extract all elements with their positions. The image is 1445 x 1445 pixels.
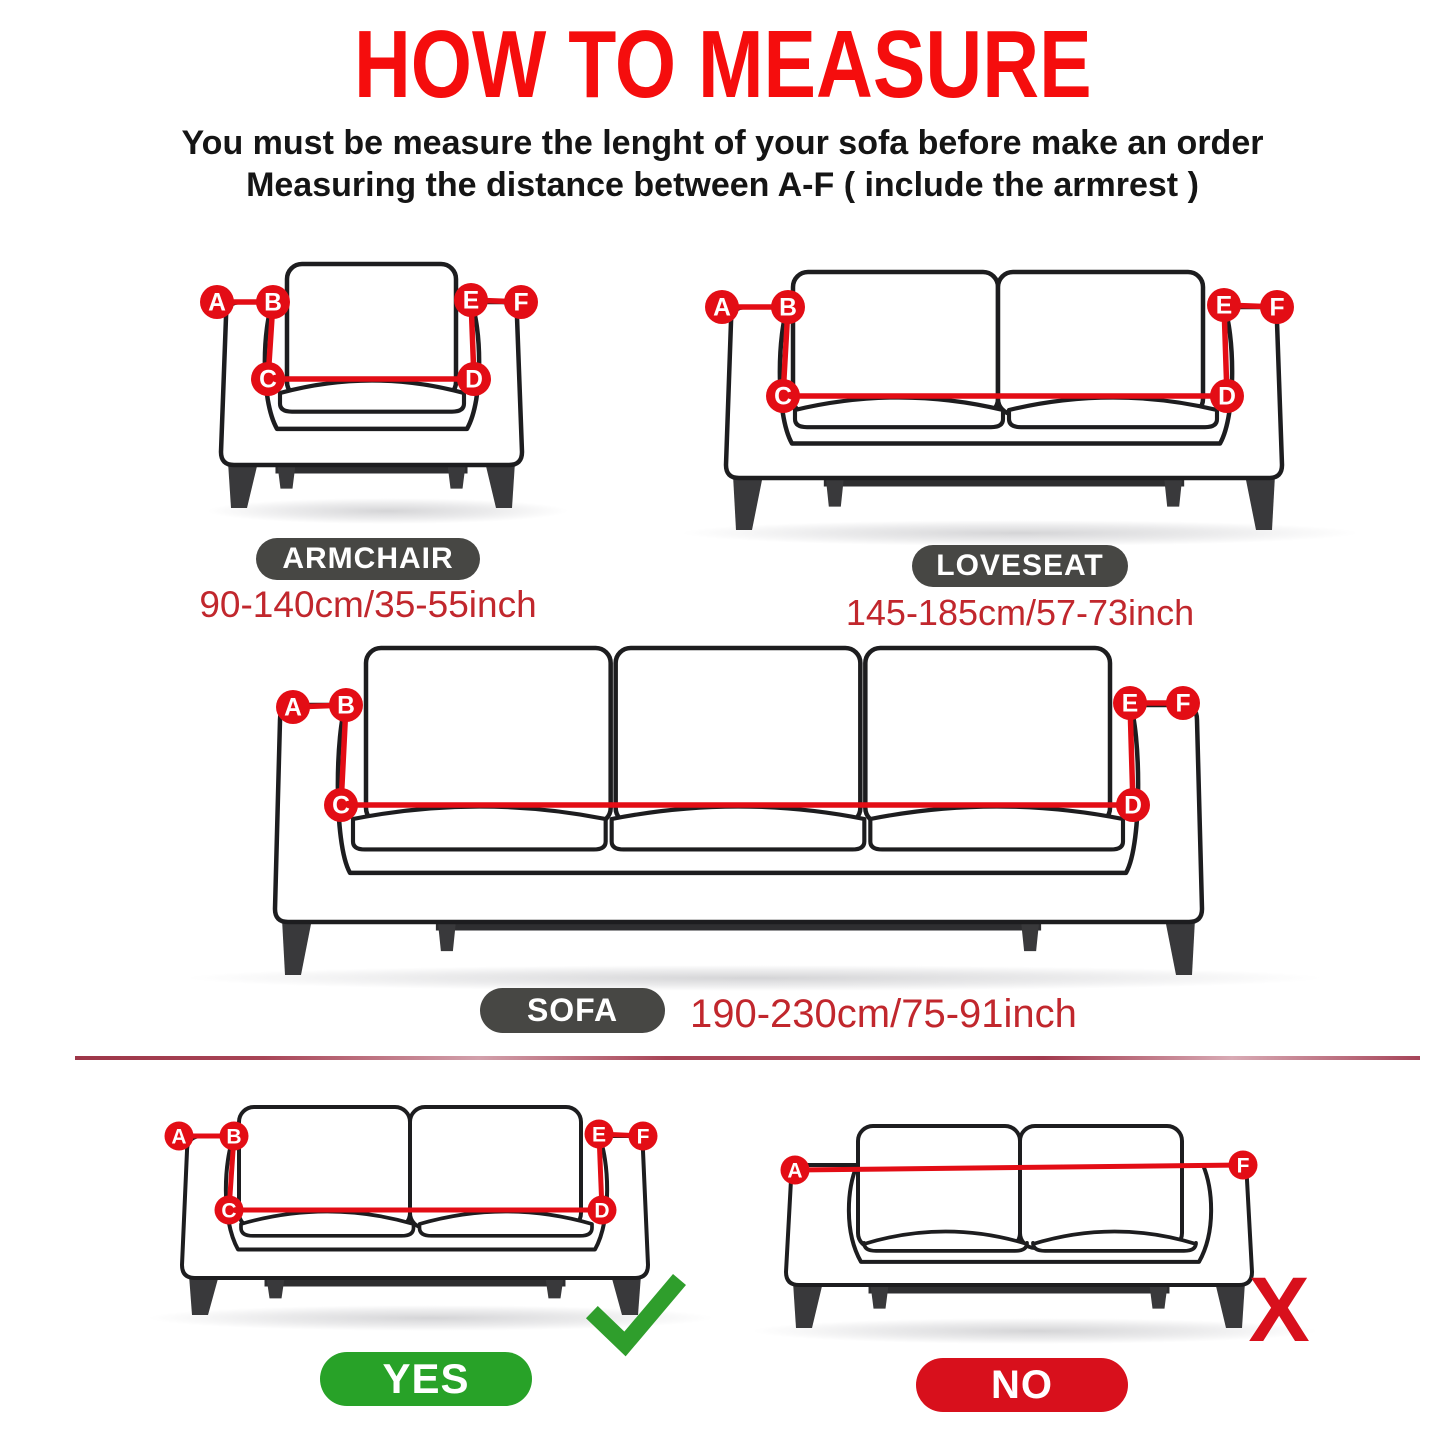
marker-letter: A (208, 289, 226, 317)
back-cushion (1020, 1126, 1182, 1248)
leg (871, 1285, 889, 1309)
subtitle-line-2: Measuring the distance between A-F ( include the armrest ) (246, 166, 1199, 204)
stretcher-bar (869, 1287, 1170, 1294)
marker-letter: B (779, 294, 797, 322)
leg (267, 1278, 285, 1298)
marker-letter: A (713, 294, 731, 322)
incorrect-example-diagram (770, 1110, 1315, 1361)
marker-letter: D (465, 366, 483, 394)
section-divider (75, 1056, 1420, 1060)
no-badge: NO (916, 1358, 1128, 1412)
marker-letter: E (591, 1123, 607, 1147)
armchair-label-badge: ARMCHAIR (256, 538, 480, 580)
marker-letter: A (787, 1159, 803, 1183)
seat-cushion (353, 807, 606, 850)
stretcher-bar (436, 924, 1041, 931)
seat-cushion (280, 381, 464, 412)
marker-letter: F (636, 1125, 650, 1149)
marker-letter: A (171, 1125, 187, 1149)
leg (733, 475, 763, 530)
marker-letter: B (226, 1125, 242, 1149)
loveseat-label-badge: LOVESEAT (912, 545, 1128, 587)
marker-letter: F (1269, 294, 1285, 322)
yes-badge: YES (320, 1352, 532, 1406)
marker-letter: F (1175, 690, 1191, 718)
back-cushion (865, 648, 1110, 823)
leg (1245, 475, 1275, 530)
marker-letter: C (774, 383, 792, 411)
marker-letter: F (513, 289, 529, 317)
leg (1164, 478, 1182, 507)
marker-letter: C (259, 366, 277, 394)
leg (448, 465, 466, 489)
leg (189, 1275, 219, 1315)
sofa-label-badge: SOFA (480, 988, 665, 1033)
armchair-diagram (160, 243, 560, 535)
back-cushion (998, 272, 1203, 414)
page-title: HOW TO MEASURE (353, 11, 1092, 118)
sofa-diagram (270, 635, 1210, 1005)
marker-letter: A (284, 694, 302, 722)
loveseat-size-text: 145-185cm/57-73inch (845, 592, 1195, 633)
marker-letter: F (1236, 1154, 1250, 1178)
back-cushion (793, 272, 998, 414)
seat-cushion (795, 398, 1003, 428)
seat-cushion (612, 807, 865, 850)
leg (282, 919, 312, 975)
stretcher-bar (265, 1280, 566, 1287)
sofa-size-text: 190-230cm/75-91inch (690, 992, 1077, 1036)
back-cushion (858, 1126, 1020, 1248)
subtitle-line-1: You must be measure the lenght of your sofa before make an order (181, 124, 1264, 162)
correct-example-diagram (160, 1090, 700, 1355)
marker-letter: D (1124, 792, 1142, 820)
leg (228, 462, 258, 508)
leg (1165, 919, 1195, 975)
marker-letter: D (1218, 383, 1236, 411)
back-cushion (616, 648, 861, 823)
marker-letter: E (1121, 690, 1139, 718)
marker-letter: C (332, 792, 350, 820)
leg (1149, 1285, 1167, 1309)
marker-letter: E (462, 287, 480, 315)
marker-letter: D (594, 1199, 610, 1223)
marker-letter: B (264, 289, 282, 317)
leg (1215, 1282, 1245, 1328)
leg (277, 465, 295, 489)
floor-shadow (186, 965, 1323, 991)
leg (438, 922, 456, 951)
leg (793, 1282, 823, 1328)
leg (1021, 922, 1039, 951)
seat-cushion (1009, 398, 1217, 428)
leg (826, 478, 844, 507)
back-cushion (366, 648, 611, 823)
marker-letter: E (1215, 292, 1233, 320)
leg (545, 1278, 563, 1298)
floor-shadow (207, 498, 568, 524)
marker-letter: C (221, 1199, 237, 1223)
marker-letter: B (337, 692, 355, 720)
x-icon: X (1248, 1259, 1310, 1361)
armchair-size-text: 90-140cm/35-55inch (199, 584, 537, 625)
stretcher-bar (275, 467, 467, 474)
stretcher-bar (824, 480, 1184, 487)
subtitle (0, 122, 1445, 206)
seat-cushion (870, 807, 1123, 850)
loveseat-diagram (700, 250, 1300, 550)
